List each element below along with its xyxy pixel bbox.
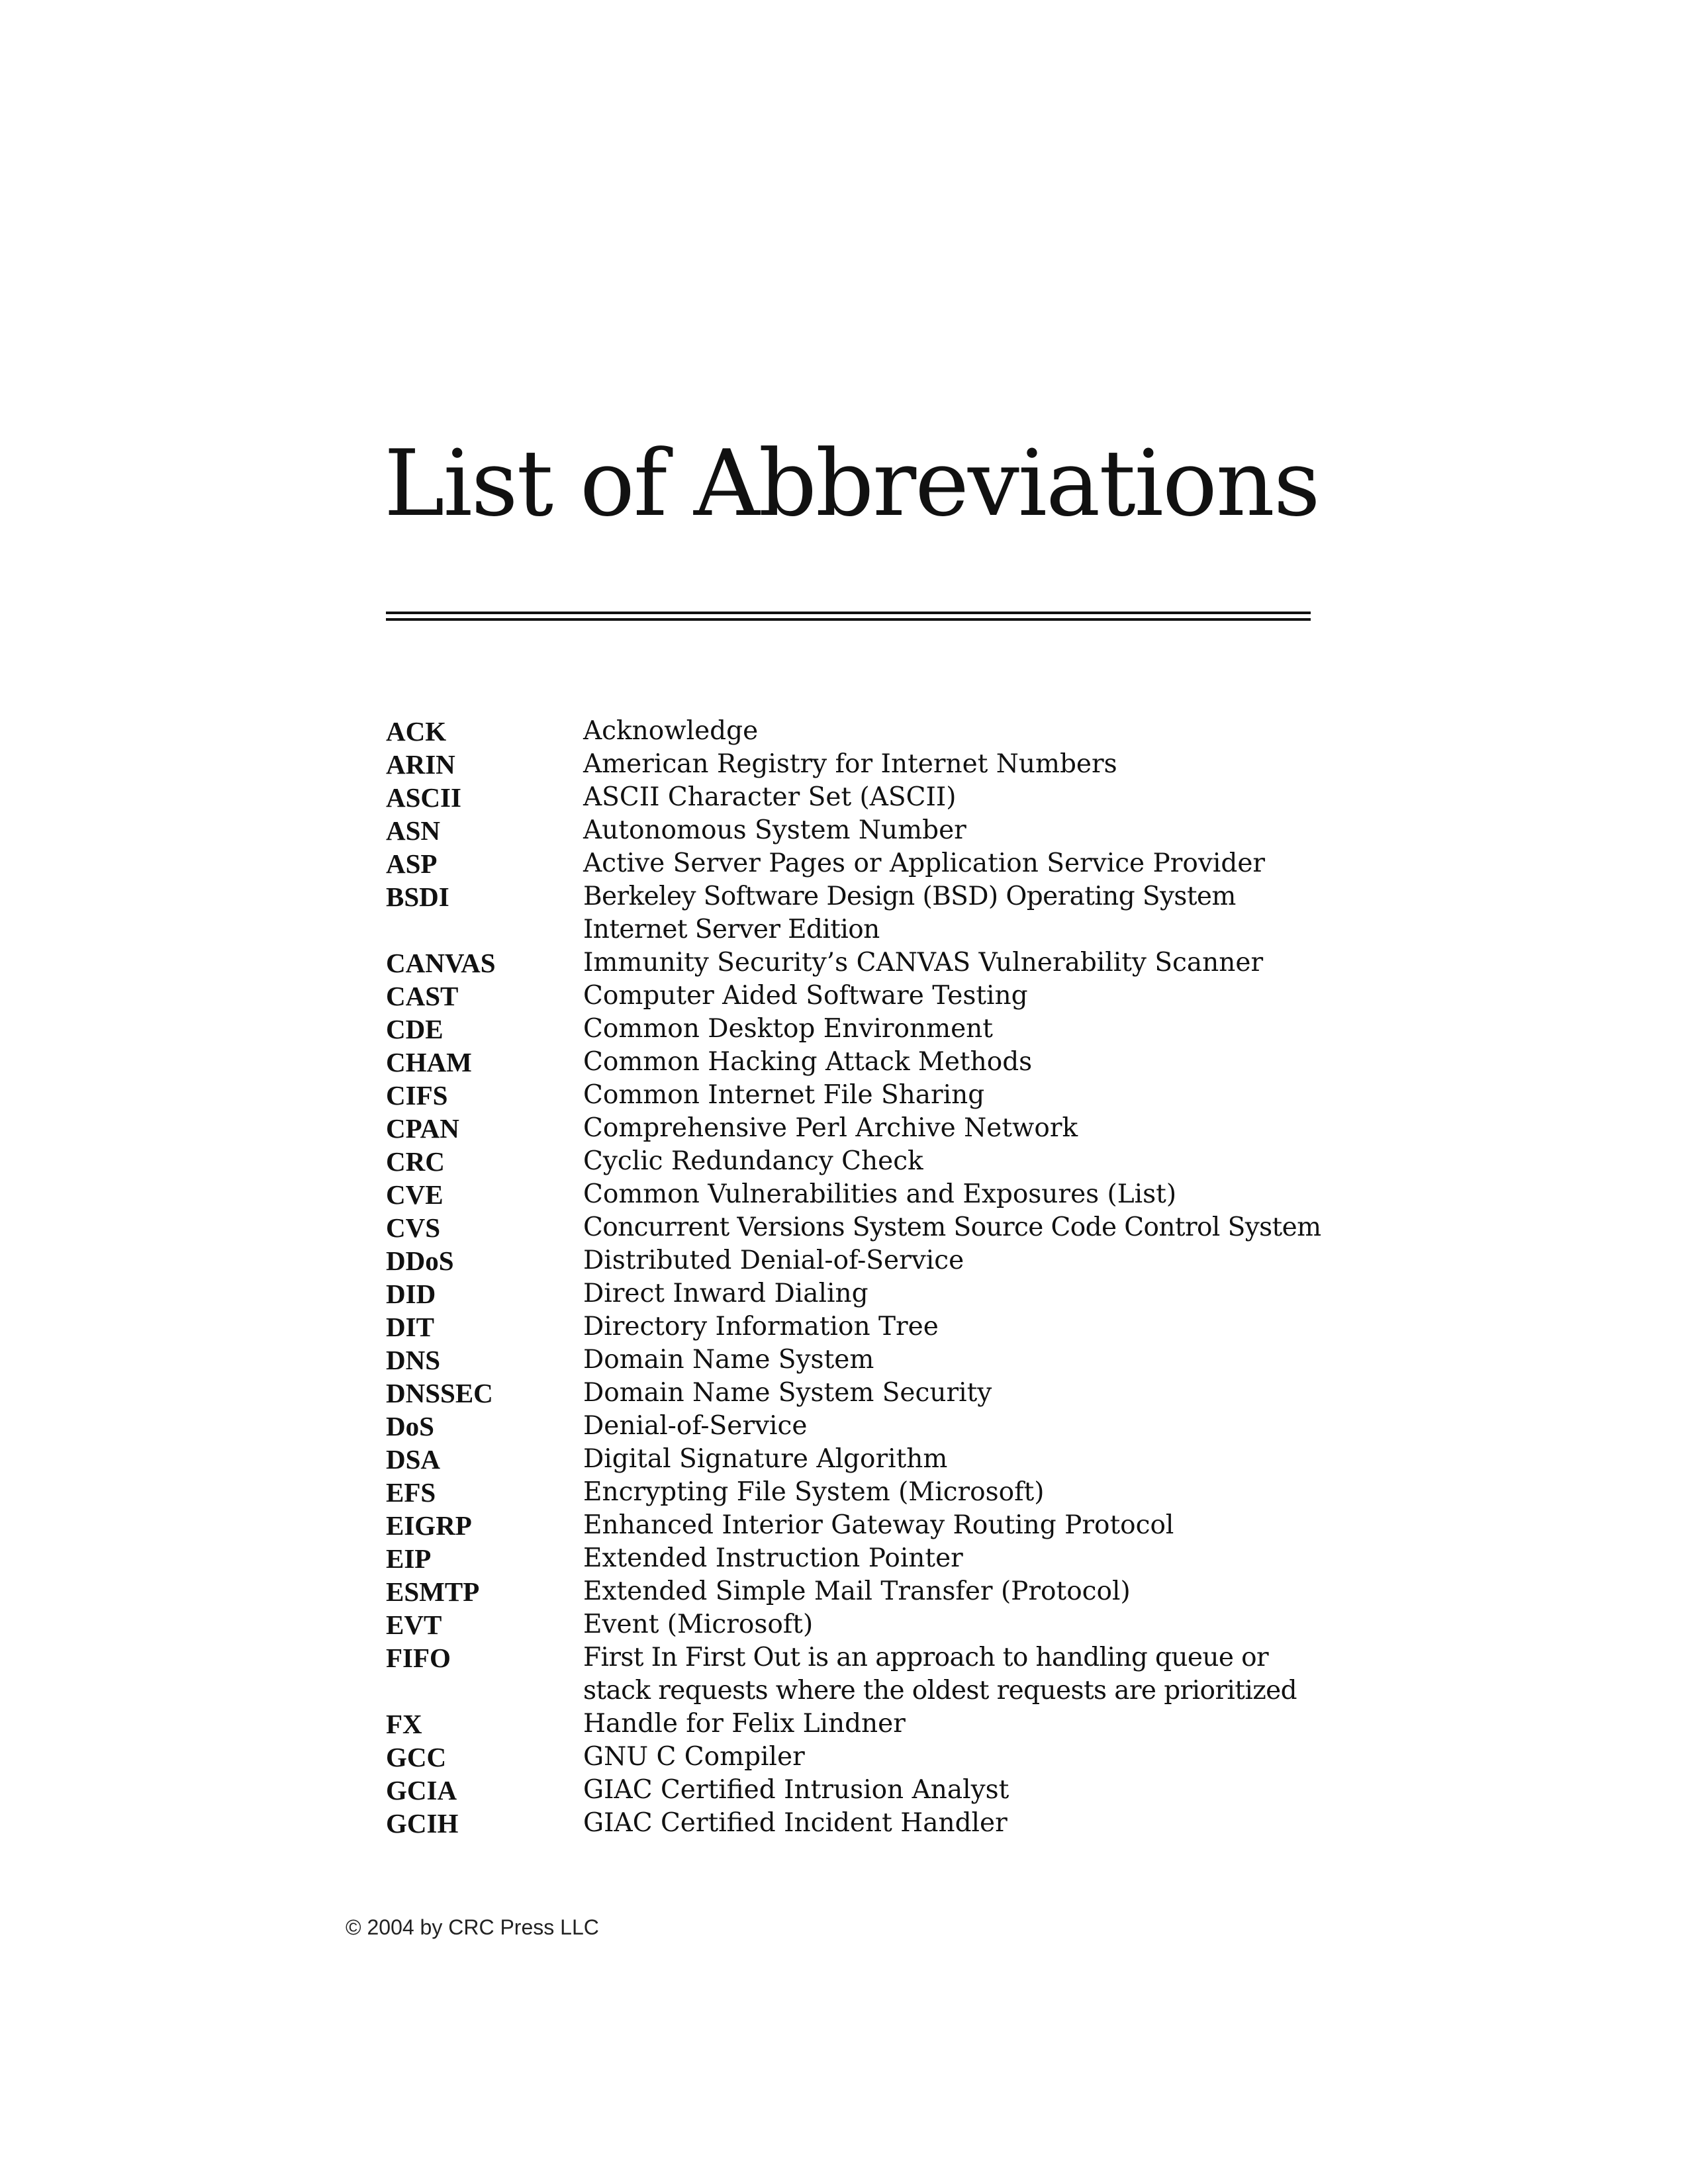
abbreviation-row bbox=[386, 1542, 1326, 1575]
abbreviation-term: DoS bbox=[386, 1411, 434, 1441]
abbreviation-definition: Distributed Denial-of-Service bbox=[583, 1246, 964, 1275]
abbreviation-row bbox=[386, 1112, 1326, 1145]
abbreviation-definition: Encrypting File System (Microsoft) bbox=[583, 1477, 1045, 1507]
abbreviation-row bbox=[386, 1807, 1326, 1840]
abbreviation-definition: Autonomous System Number bbox=[583, 815, 966, 845]
abbreviation-definition: Domain Name System bbox=[583, 1345, 874, 1375]
abbreviation-term: GCIA bbox=[386, 1775, 457, 1805]
abbreviation-definition: Computer Aided Software Testing bbox=[583, 981, 1028, 1011]
abbreviation-row bbox=[386, 1476, 1326, 1509]
abbreviation-row bbox=[386, 1310, 1326, 1343]
abbreviation-term: EVT bbox=[386, 1610, 442, 1640]
abbreviation-definition: Enhanced Interior Gateway Routing Protocol bbox=[583, 1510, 1174, 1540]
abbreviation-term: DIT bbox=[386, 1312, 434, 1342]
abbreviation-definition: Comprehensive Perl Archive Network bbox=[583, 1113, 1078, 1143]
abbreviation-list bbox=[386, 715, 1326, 1840]
abbreviation-row bbox=[386, 946, 1326, 979]
abbreviation-term: EFS bbox=[386, 1477, 436, 1508]
abbreviation-row bbox=[386, 1343, 1326, 1377]
abbreviation-definition: Digital Signature Algorithm bbox=[583, 1444, 948, 1474]
abbreviation-term: GCIH bbox=[386, 1808, 459, 1839]
abbreviation-term: EIP bbox=[386, 1543, 432, 1574]
abbreviation-definition: Event (Microsoft) bbox=[583, 1610, 814, 1639]
abbreviation-definition: Immunity Security’s CANVAS Vulnerability Scanner bbox=[583, 948, 1264, 978]
abbreviation-definition: American Registry for Internet Numbers bbox=[583, 749, 1117, 779]
abbreviation-row bbox=[386, 847, 1326, 880]
abbreviation-definition: GNU C Compiler bbox=[583, 1742, 805, 1772]
abbreviation-row bbox=[386, 1046, 1326, 1079]
abbreviation-definition: Common Vulnerabilities and Exposures (List) bbox=[583, 1179, 1177, 1209]
abbreviation-row bbox=[386, 1145, 1326, 1178]
abbreviation-row bbox=[386, 1079, 1326, 1112]
abbreviation-term: ASN bbox=[386, 815, 441, 846]
abbreviation-term: CRC bbox=[386, 1146, 445, 1177]
abbreviation-row bbox=[386, 1277, 1326, 1310]
abbreviation-term: CHAM bbox=[386, 1047, 472, 1077]
abbreviation-definition: Denial-of-Service bbox=[583, 1411, 808, 1441]
abbreviation-row bbox=[386, 748, 1326, 781]
abbreviation-definition: GIAC Certified Intrusion Analyst bbox=[583, 1775, 1009, 1805]
abbreviation-term: DNSSEC bbox=[386, 1378, 493, 1408]
abbreviation-row bbox=[386, 1013, 1326, 1046]
abbreviation-term: DDoS bbox=[386, 1246, 454, 1276]
abbreviation-definition: Common Desktop Environment bbox=[583, 1014, 993, 1044]
abbreviation-definition: GIAC Certified Incident Handler bbox=[583, 1808, 1008, 1838]
abbreviation-term: CIFS bbox=[386, 1080, 448, 1111]
title-double-rule bbox=[386, 612, 1311, 621]
abbreviation-term: DSA bbox=[386, 1444, 441, 1475]
abbreviation-row bbox=[386, 979, 1326, 1013]
abbreviation-term: FX bbox=[386, 1709, 422, 1739]
abbreviation-row bbox=[386, 880, 1326, 946]
abbreviation-row bbox=[386, 1707, 1326, 1741]
copyright-notice: © 2004 by CRC Press LLC bbox=[346, 1915, 599, 1939]
abbreviation-definition: Extended Instruction Pointer bbox=[583, 1543, 963, 1573]
abbreviation-term: GCC bbox=[386, 1742, 447, 1772]
abbreviation-definition: Acknowledge bbox=[583, 716, 759, 746]
abbreviation-definition: Cyclic Redundancy Check bbox=[583, 1146, 923, 1176]
abbreviation-term: ESMTP bbox=[386, 1576, 480, 1607]
abbreviation-row bbox=[386, 715, 1326, 748]
page-title: List of Abbreviations bbox=[384, 430, 1319, 537]
abbreviation-term: CDE bbox=[386, 1014, 444, 1044]
abbreviation-term: CPAN bbox=[386, 1113, 459, 1144]
abbreviation-definition: Extended Simple Mail Transfer (Protocol) bbox=[583, 1576, 1131, 1606]
abbreviation-term: DID bbox=[386, 1279, 436, 1309]
abbreviation-definition: Berkeley Software Design (BSD) Operating System Internet Server Edition bbox=[583, 882, 1236, 944]
abbreviation-definition: Domain Name System Security bbox=[583, 1378, 992, 1408]
abbreviation-definition: ASCII Character Set (ASCII) bbox=[583, 782, 957, 812]
abbreviation-row bbox=[386, 814, 1326, 847]
abbreviation-term: DNS bbox=[386, 1345, 441, 1375]
abbreviation-row bbox=[386, 1608, 1326, 1641]
abbreviation-term: EIGRP bbox=[386, 1510, 472, 1541]
abbreviation-term: CAST bbox=[386, 981, 459, 1011]
rule-line-bottom bbox=[386, 618, 1311, 621]
abbreviation-row bbox=[386, 1211, 1326, 1244]
abbreviation-definition: First In First Out is an approach to handling queue or stack requests where the oldest requests are prioritized bbox=[583, 1643, 1297, 1706]
abbreviation-term: FIFO bbox=[386, 1643, 451, 1673]
abbreviation-row bbox=[386, 1774, 1326, 1807]
abbreviation-row bbox=[386, 1244, 1326, 1277]
abbreviation-row bbox=[386, 781, 1326, 814]
abbreviation-term: ASCII bbox=[386, 782, 461, 813]
abbreviation-row bbox=[386, 1377, 1326, 1410]
abbreviation-definition: Direct Inward Dialing bbox=[583, 1279, 868, 1308]
abbreviation-term: ASP bbox=[386, 848, 438, 879]
abbreviation-row bbox=[386, 1410, 1326, 1443]
abbreviation-row bbox=[386, 1741, 1326, 1774]
abbreviation-definition: Common Internet File Sharing bbox=[583, 1080, 985, 1110]
abbreviation-definition: Handle for Felix Lindner bbox=[583, 1709, 906, 1739]
abbreviation-row bbox=[386, 1509, 1326, 1542]
abbreviation-definition: Concurrent Versions System Source Code Control System bbox=[583, 1212, 1321, 1242]
abbreviation-row bbox=[386, 1443, 1326, 1476]
abbreviation-definition: Common Hacking Attack Methods bbox=[583, 1047, 1033, 1077]
abbreviation-term: ACK bbox=[386, 716, 447, 747]
abbreviation-term: CVS bbox=[386, 1212, 441, 1243]
abbreviation-term: CANVAS bbox=[386, 948, 496, 978]
rule-line-top bbox=[386, 612, 1311, 614]
abbreviation-row bbox=[386, 1575, 1326, 1608]
abbreviation-term: ARIN bbox=[386, 749, 455, 780]
abbreviation-row bbox=[386, 1641, 1326, 1707]
abbreviation-definition: Active Server Pages or Application Service Provider bbox=[583, 848, 1266, 878]
abbreviation-row bbox=[386, 1178, 1326, 1211]
abbreviation-term: BSDI bbox=[386, 882, 449, 912]
abbreviation-term: CVE bbox=[386, 1179, 444, 1210]
abbreviation-definition: Directory Information Tree bbox=[583, 1312, 939, 1342]
